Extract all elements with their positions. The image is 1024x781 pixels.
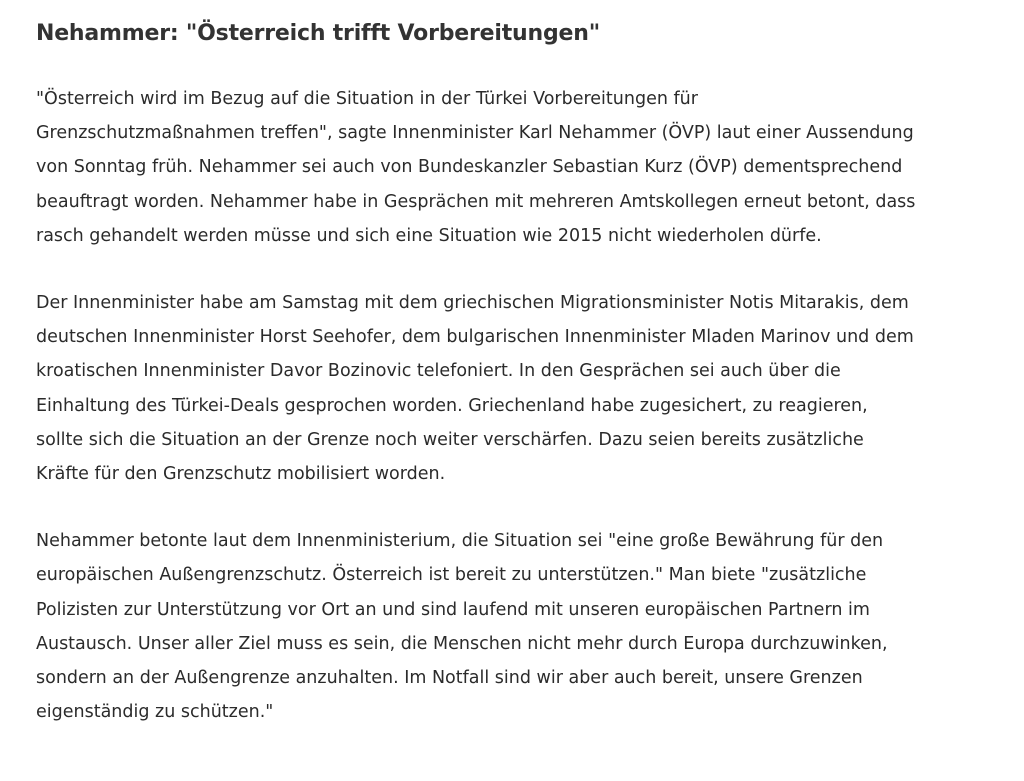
paragraph-line: Polizisten zur Unterstützung vor Ort an und sind laufend mit unseren europäischen Partnern im (36, 599, 870, 620)
article (36, 14, 986, 762)
paragraph-line: sondern an der Außengrenze anzuhalten. Im Notfall sind wir aber auch bereit, unsere Grenzen (36, 668, 863, 689)
paragraph-line: sollte sich die Situation an der Grenze noch weiter verschärfen. Dazu seien bereits zusätzliche (36, 429, 864, 450)
paragraph-line: kroatischen Innenminister Davor Bozinovic telefoniert. In den Gesprächen sei auch über die (36, 361, 841, 382)
paragraph-line: von Sonntag früh. Nehammer sei auch von Bundeskanzler Sebastian Kurz (ÖVP) dementsprechend (36, 157, 903, 178)
paragraph-line: eigenständig zu schützen." (36, 702, 274, 723)
article-paragraph-1 (36, 82, 986, 253)
paragraph-line: Einhaltung des Türkei-Deals gesprochen worden. Griechenland habe zugesichert, zu reagieren, (36, 395, 868, 416)
paragraph-line: beauftragt worden. Nehammer habe in Gesprächen mit mehreren Amtskollegen erneut betont, dass (36, 191, 916, 212)
article-paragraph-3 (36, 524, 986, 729)
paragraph-line: "Österreich wird im Bezug auf die Situation in der Türkei Vorbereitungen für (36, 89, 698, 109)
paragraph-line: rasch gehandelt werden müsse und sich eine Situation wie 2015 nicht wiederholen dürfe. (36, 225, 822, 246)
paragraph-line: Nehammer betonte laut dem Innenministerium, die Situation sei "eine große Bewährung für den (36, 531, 884, 552)
paragraph-line: europäischen Außengrenzschutz. Österreich ist bereit zu unterstützen." Man biete "zusätzliche (36, 565, 867, 586)
paragraph-line: Austausch. Unser aller Ziel muss es sein, die Menschen nicht mehr durch Europa durchzuwinken, (36, 633, 888, 654)
paragraph-line: Der Innenminister habe am Samstag mit dem griechischen Migrationsminister Notis Mitarakis, dem (36, 293, 909, 314)
paragraph-line: Grenzschutzmaßnahmen treffen", sagte Innenminister Karl Nehammer (ÖVP) laut einer Aussendung (36, 123, 914, 144)
paragraph-line: Kräfte für den Grenzschutz mobilisiert worden. (36, 464, 446, 485)
article-paragraph-2 (36, 286, 986, 491)
article-headline: Nehammer: "Österreich trifft Vorbereitungen" (36, 21, 600, 46)
paragraph-line: deutschen Innenminister Horst Seehofer, dem bulgarischen Innenminister Mladen Marinov und dem (36, 327, 914, 348)
